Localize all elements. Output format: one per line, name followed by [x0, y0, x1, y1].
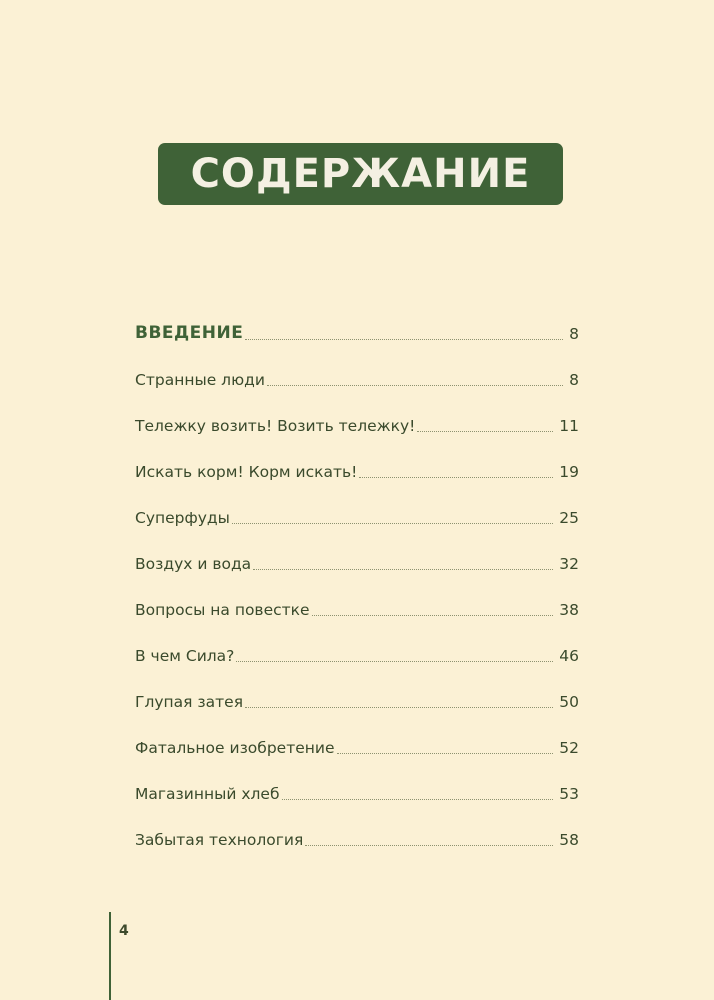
toc-entry-label: Воздух и вода [135, 554, 252, 573]
toc-leader-dots [305, 844, 553, 846]
toc-entry [135, 802, 579, 848]
contents-title: СОДЕРЖАНИЕ [190, 151, 531, 197]
toc-entry-label: Забытая технология [135, 830, 304, 849]
page-margin-rule [109, 912, 111, 1000]
toc-entry-page: 53 [559, 784, 579, 803]
page-number: 4 [119, 923, 129, 939]
toc-entry-page: 11 [559, 416, 579, 435]
toc-leader-dots [253, 568, 553, 570]
toc-leader-dots [245, 338, 563, 340]
toc-entry [135, 388, 579, 434]
toc-entry [135, 480, 579, 526]
toc-entry-page: 8 [569, 324, 579, 343]
toc-entry-label: Искать корм! Корм искать! [135, 462, 358, 481]
toc-leader-dots [267, 384, 563, 386]
toc-entry [135, 526, 579, 572]
toc-leader-dots [236, 660, 553, 662]
toc-entry-page: 38 [559, 600, 579, 619]
toc-entry [135, 342, 579, 388]
toc-entry-introduction [135, 322, 579, 342]
toc-entry-label: Глупая затея [135, 692, 244, 711]
toc-leader-dots [282, 798, 554, 800]
toc-entry-label: Вопросы на повестке [135, 600, 310, 619]
table-of-contents [135, 322, 579, 848]
toc-leader-dots [312, 614, 554, 616]
toc-entry-page: 25 [559, 508, 579, 527]
toc-entry-label: Фатальное изобретение [135, 738, 335, 757]
toc-entry [135, 710, 579, 756]
contents-title-banner [158, 143, 563, 205]
toc-entry-label: ВВЕДЕНИЕ [135, 323, 244, 343]
toc-entry-label: В чем Сила? [135, 646, 235, 665]
toc-entry [135, 756, 579, 802]
toc-entry [135, 664, 579, 710]
toc-entry-page: 50 [559, 692, 579, 711]
toc-leader-dots [359, 476, 553, 478]
toc-entry-label: Странные люди [135, 370, 265, 389]
toc-entry [135, 572, 579, 618]
toc-entry-label: Тележку возить! Возить тележку! [135, 416, 416, 435]
toc-leader-dots [417, 430, 553, 432]
toc-entry-page: 58 [559, 830, 579, 849]
toc-leader-dots [337, 752, 554, 754]
toc-entry [135, 618, 579, 664]
toc-entry-label: Магазинный хлеб [135, 784, 280, 803]
toc-leader-dots [232, 522, 553, 524]
toc-entry-page: 19 [559, 462, 579, 481]
toc-entry-label: Суперфуды [135, 508, 230, 527]
toc-entry-page: 32 [559, 554, 579, 573]
toc-leader-dots [245, 706, 553, 708]
toc-entry-page: 52 [559, 738, 579, 757]
toc-entry [135, 434, 579, 480]
toc-entry-page: 46 [559, 646, 579, 665]
toc-entry-page: 8 [569, 370, 579, 389]
